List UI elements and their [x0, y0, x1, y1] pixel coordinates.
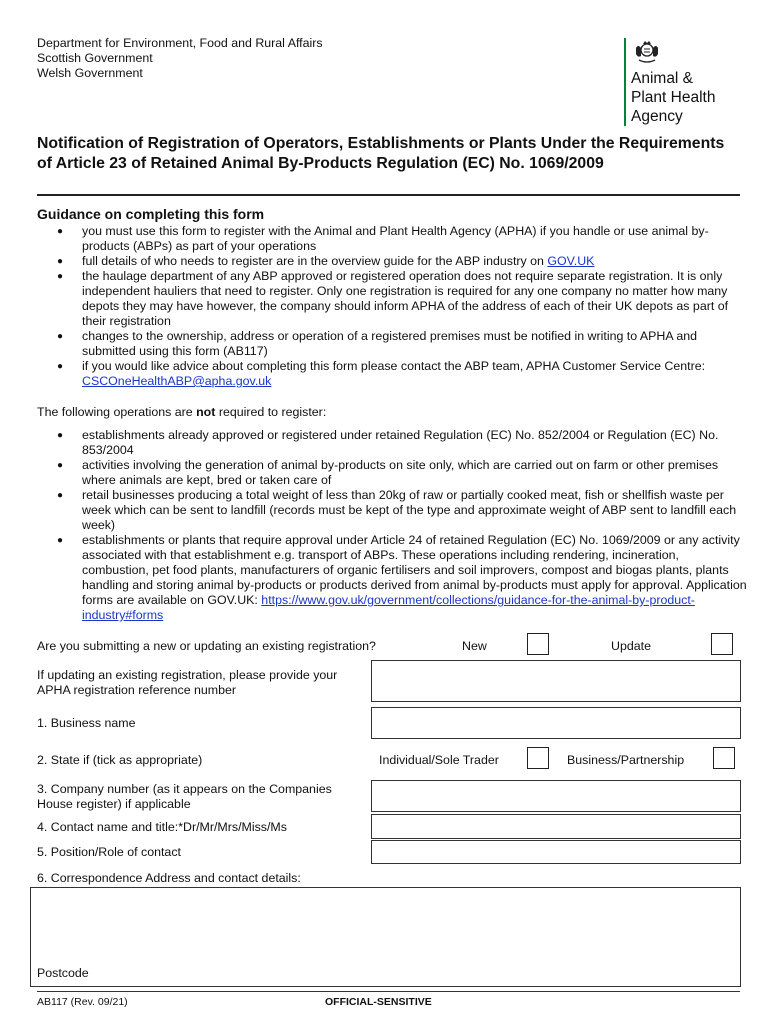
forms-link[interactable]: https://www.gov.uk/government/collections/guidance-for-the-animal-by-product-industry#forms — [82, 593, 695, 622]
not-required-list — [37, 428, 747, 623]
q-address: 6. Correspondence Address and contact details: — [37, 871, 301, 885]
logo-line: Plant Health — [631, 89, 716, 106]
guidance-heading: Guidance on completing this form — [37, 206, 265, 222]
list-item-text: you must use this form to register with the Animal and Plant Health Agency (APHA) if you handle or use animal by-products (ABPs) as part of your operations — [82, 224, 709, 253]
logo-line: Animal & — [631, 70, 694, 87]
sole-trader-checkbox[interactable] — [527, 747, 549, 769]
apha-logo — [624, 38, 744, 128]
list-item: ● the haulage department of any ABP approved or registered operation does not require separate registration. It is only independent hauliers that need to register. Only one registration is required for any one company no matter how many depots they may have however, the company should inform APHA of the address of each of their UK depots as part of their registration — [57, 269, 729, 328]
contact-name-field[interactable] — [371, 814, 741, 839]
business-partnership-label: Business/Partnership — [567, 753, 685, 767]
list-item-text: changes to the ownership, address or operation of a registered premises must be notified in writing to APHA and submitted using this form (AB117) — [82, 329, 698, 358]
company-number-field[interactable] — [371, 780, 741, 812]
q-reference-number: If updating an existing registration, please provide your APHA registration reference number — [37, 668, 338, 697]
q-business-name: 1. Business name — [37, 716, 136, 730]
not-required-intro — [37, 405, 326, 420]
department-wales: Welsh Government — [37, 66, 143, 80]
intro-text: required to register: — [215, 405, 327, 419]
email-link[interactable]: CSCOneHealthABP@apha.gov.uk — [82, 374, 272, 388]
logo-wordmark — [631, 69, 715, 126]
department-scotland: Scottish Government — [37, 51, 153, 65]
q-state-type: 2. State if (tick as appropriate) — [37, 753, 203, 767]
title-divider — [37, 194, 740, 196]
list-item-text: establishments or plants that require approval under Article 24 of retained Regulation (EC) No. 1069/2009 or any activity associated with that establishment e.g. transport of ABPs. These operations including rendering, incineration, combustion, pet food plants, manufacturers of organic fertilisers and soil improvers, compost and biogas plants, plants handling and storing animal by-products or products derived from animal by-products must apply for approval. Application forms are available on GOV.UK: — [82, 533, 747, 607]
list-item-text: full details of who needs to register are in the overview guide for the ABP industry on — [82, 254, 548, 268]
new-label: New — [462, 639, 487, 653]
list-item-text: activities involving the generation of animal by-products on site only, which are carried out on farm or other premises where animals are kept, bred or taken care of — [82, 458, 719, 487]
q-contact-name: 4. Contact name and title:*Dr/Mr/Mrs/Miss/Ms — [37, 820, 287, 834]
list-item: ● changes to the ownership, address or operation of a registered premises must be notified in writing to APHA and submitted using this form (AB117) — [57, 329, 698, 358]
list-item: ● establishments or plants that require approval under Article 24 of retained Regulation (EC) No. 1069/2009 or any activity associated with that establishment e.g. transport of ABPs. These operations including rendering, incineration, combustion, pet food plants, manufacturers of organic fertilisers and soil improvers, compost and biogas plants, plants handling and storing animal by-products or products derived from animal by-products must apply for approval. Application forms are available on GOV.UK: https://www.gov.uk/government/collections/guidance-for-the-animal-by-product-industry#forms — [57, 533, 747, 622]
intro-text: The following operations are — [37, 405, 197, 419]
list-item-text: retail businesses producing a total weight of less than 20kg of raw or partially cooked meat, fish or shellfish waste per week which can be sent to landfill (records must be kept of the type and approximate weight of ABP sent to landfill each week) — [82, 488, 737, 532]
footer-divider — [37, 991, 740, 992]
list-item: ● activities involving the generation of animal by-products on site only, which are carried out on farm or other premises where animals are kept, bred or taken care of — [57, 458, 719, 487]
list-item: ● full details of who needs to register are in the overview guide for the ABP industry on GOV.UK — [57, 254, 595, 268]
update-label: Update — [611, 639, 651, 653]
update-checkbox[interactable] — [711, 633, 733, 655]
list-item: ● retail businesses producing a total weight of less than 20kg of raw or partially cooked meat, fish or shellfish waste per week which can be sent to landfill (records must be kept of the type and approximate weight of ABP sent to landfill each week) — [57, 488, 737, 532]
logo-green-bar — [624, 38, 626, 126]
logo-line: Agency — [631, 108, 683, 125]
govuk-link[interactable]: GOV.UK — [547, 254, 595, 268]
intro-emphasis: not — [196, 405, 216, 419]
department-defra: Department for Environment, Food and Rural Affairs — [37, 36, 323, 50]
q-submit-type: Are you submitting a new or updating an existing registration? — [37, 639, 376, 653]
classification-marking: OFFICIAL-SENSITIVE — [325, 996, 432, 1008]
postcode-label: Postcode — [37, 966, 89, 980]
reference-number-field[interactable] — [371, 660, 741, 702]
list-item-text: the haulage department of any ABP approved or registered operation does not require separate registration. It is only independent hauliers that need to register. Only one registration is required for any one company no matter how many depots they may have however, the company should inform APHA of the address of each of their UK depots as part of their registration — [82, 269, 729, 328]
list-item: ● you must use this form to register with the Animal and Plant Health Agency (APHA) if you handle or use animal by-products (ABPs) as part of your operations — [57, 224, 709, 253]
q-company-number: 3. Company number (as it appears on the Companies House register) if applicable — [37, 782, 332, 811]
q-position: 5. Position/Role of contact — [37, 845, 181, 859]
form-reference: AB117 (Rev. 09/21) — [37, 996, 128, 1008]
new-checkbox[interactable] — [527, 633, 549, 655]
form-title: Notification of Registration of Operators, Establishments or Plants Under the Requirements of Article 23 of Retained Animal By-Products Regulation (EC) No. 1069/2009 — [37, 135, 725, 172]
guidance-list — [37, 224, 747, 389]
business-name-field[interactable] — [371, 707, 741, 739]
list-item: ● if you would like advice about completing this form please contact the ABP team, APHA Customer Service Centre: CSCOneHealthABP@apha.gov.uk — [57, 359, 706, 388]
business-partnership-checkbox[interactable] — [713, 747, 735, 769]
list-item: ● establishments already approved or registered under retained Regulation (EC) No. 852/2004 or Regulation (EC) No. 853/2004 — [57, 428, 719, 457]
royal-crest-icon — [634, 40, 660, 64]
position-field[interactable] — [371, 840, 741, 864]
list-item-text: establishments already approved or registered under retained Regulation (EC) No. 852/2004 or Regulation (EC) No. 853/2004 — [82, 428, 719, 457]
address-field[interactable] — [30, 887, 741, 987]
sole-trader-label: Individual/Sole Trader — [379, 753, 499, 767]
list-item-text: if you would like advice about completing this form please contact the ABP team, APHA Customer Service Centre: — [82, 359, 706, 373]
department-list — [37, 36, 323, 81]
